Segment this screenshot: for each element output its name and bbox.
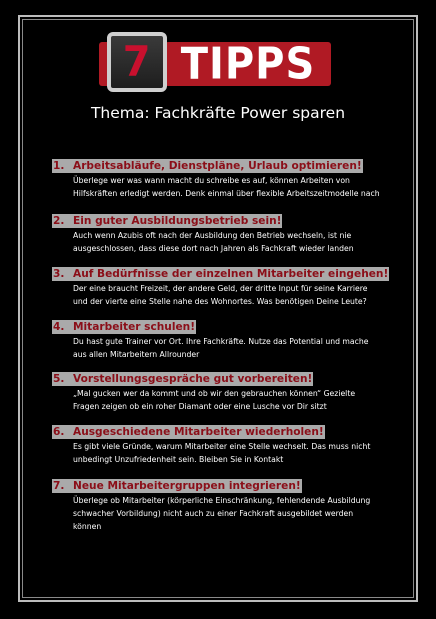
tip-text bbox=[73, 229, 405, 255]
tip-heading bbox=[52, 372, 313, 386]
tip-heading-text: Auf Bedürfnisse der einzelnen Mitarbeiter eingehen! bbox=[73, 268, 389, 280]
tip-text bbox=[73, 494, 405, 533]
tip-item bbox=[52, 420, 412, 466]
tip-line: schwacher Vorbildung) nicht auch zu einer Fachkraft ausgebildet werden bbox=[73, 509, 354, 518]
tip-item bbox=[52, 315, 412, 361]
logo-number-box bbox=[107, 32, 167, 92]
tip-line: „Mal gucken wer da kommt und ob wir den gebrauchen können“ Gezielte bbox=[73, 389, 356, 398]
tip-item bbox=[52, 262, 412, 308]
tip-heading bbox=[52, 159, 363, 173]
tip-number: 1. bbox=[53, 160, 65, 172]
tip-number: 3. bbox=[53, 268, 65, 280]
tip-number: 6. bbox=[53, 426, 65, 438]
tip-line: ausgeschlossen, dass diese dort nach Jahren als Fachkraft wieder landen bbox=[73, 244, 354, 253]
tip-line: Überlege wer was wann macht du schreibe es auf, können Arbeiten von bbox=[73, 176, 350, 185]
tip-heading bbox=[52, 267, 389, 281]
tip-line: Auch wenn Azubis oft nach der Ausbildung den Betrieb wechseln, ist nie bbox=[73, 231, 352, 240]
tip-line: Du hast gute Trainer vor Ort. Ihre Fachkräfte. Nutze das Potential und mache bbox=[73, 337, 369, 346]
page-title: Thema: Fachkräfte Power sparen bbox=[90, 104, 346, 122]
tip-text bbox=[73, 282, 405, 308]
tip-text bbox=[73, 335, 405, 361]
tip-line: Es gibt viele Gründe, warum Mitarbeiter eine Stelle wechselt. Das muss nicht bbox=[73, 442, 371, 451]
tip-line: aus allen Mitarbeitern Allrounder bbox=[73, 350, 200, 359]
logo-word: TIPPS bbox=[180, 38, 316, 90]
tip-number: 2. bbox=[53, 215, 65, 227]
tip-heading-text: Ein guter Ausbildungsbetrieb sein! bbox=[73, 215, 282, 227]
tip-text bbox=[73, 387, 405, 413]
logo bbox=[99, 32, 333, 92]
tip-heading-text: Neue Mitarbeitergruppen integrieren! bbox=[73, 480, 301, 492]
tip-heading-text: Arbeitsabläufe, Dienstpläne, Urlaub optimieren! bbox=[73, 160, 362, 172]
tip-line: unbedingt Unzufriedenheit sein. Bleiben Sie in Kontakt bbox=[73, 455, 284, 464]
tip-heading bbox=[52, 425, 325, 439]
tip-item bbox=[52, 367, 412, 413]
tip-number: 5. bbox=[53, 373, 65, 385]
tip-heading bbox=[52, 214, 282, 228]
logo-number: 7 bbox=[123, 37, 151, 86]
tip-line: Fragen zeigen ob ein roher Diamant oder eine Lusche vor Dir sitzt bbox=[73, 402, 327, 411]
tip-text bbox=[73, 440, 405, 466]
logo-banner bbox=[165, 38, 331, 90]
tip-item bbox=[52, 154, 412, 200]
tip-line: Überlege ob Mitarbeiter (körperliche Einschränkung, fehlendende Ausbildung bbox=[73, 496, 371, 505]
tip-heading-text: Mitarbeiter schulen! bbox=[73, 321, 196, 333]
tip-line: können bbox=[73, 522, 102, 531]
tip-line: Der eine braucht Freizeit, der andere Geld, der dritte Input für seine Karriere bbox=[73, 284, 368, 293]
tip-number: 7. bbox=[53, 480, 65, 492]
tip-heading bbox=[52, 479, 302, 493]
tip-heading bbox=[52, 320, 196, 334]
tip-heading-text: Ausgeschiedene Mitarbeiter wiederholen! bbox=[73, 426, 324, 438]
tip-item bbox=[52, 209, 412, 255]
tip-text bbox=[73, 174, 405, 200]
tip-line: Hilfskräften erledigt werden. Denk einmal über flexible Arbeitszeitmodelle nach bbox=[73, 189, 380, 198]
tip-line: und der vierte eine Stelle nahe des Wohnortes. Was benötigen Deine Leute? bbox=[73, 297, 367, 306]
tip-item bbox=[52, 474, 412, 533]
tip-heading-text: Vorstellungsgespräche gut vorbereiten! bbox=[73, 373, 313, 385]
tip-number: 4. bbox=[53, 321, 65, 333]
